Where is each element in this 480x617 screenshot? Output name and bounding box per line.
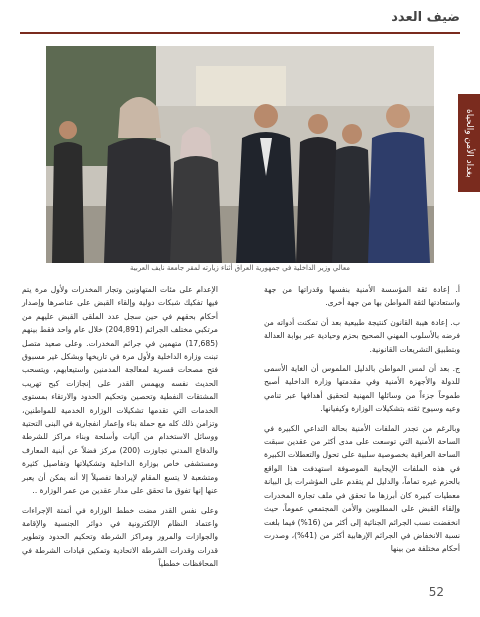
- paragraph: الإعدام على مئات المتهاونين وتجار المخدرات ولأول مرة يتم فيها تفكيك شبكات دولية وإلقاء القبض على عناصرها وإصدار أحكام بحقهم في حين سجل عدد الملقى القبض عليهم من مرتكبي مختلف الجرائم (204,891) خلال عام واحد فقط بينهم (17,685) متهمين في جرائم المخدرات. وعلى صعيد متصل تبنت وزارة الداخلية ولأول مرة في تاريخها وبشكل غير مسبوق فتح مصحات قسرية لمعالجة المدمنين واستيعابهم، ويتسحب الحديث نفسه ويهمس القدر على إنجازات كبح تهريب المشتقات النفطية وتحصين وتحكيم الحدود والارتقاء بمستوى الخدمات التي تقدمها تشكيلات الوزارة الخدمية للمواطنين، وتزامن ذلك كله مع حملة بناء وإعمار انفجارية في البنى التحتية ووسائل الاستخدام من آليات وأسلحة وبناء مراكز للشرطة والدفاع المدني تجاوزت (200) مركز فضلاً عن أبنية المعارف ومستشفى خاص بوزارة الداخلية وتشكيلاتها وتفاصيل كثيرة ومتشعبة لا يتسع المقام لإيرادها تفصيلاً إلا أنه يمكن أن يعبر عنها إنها تفوق ما تحقق على مدار عقدين من عمر الوزارة ..: [22, 285, 218, 496]
- text-column-left: [22, 283, 218, 577]
- side-section-tab: [458, 94, 480, 192]
- header-divider: [20, 32, 460, 34]
- side-tab-label: بغداد الأمن والحياة: [464, 108, 474, 178]
- paragraph: أ. إعادة ثقة المؤسسة الأمنية بنفسها وقدراتها من جهة واستعادتها لثقة المواطن بها من جهة أخرى.: [264, 285, 460, 308]
- paragraph: ج. بعد أن لمس المواطن بالدليل الملموس أن الغاية الأسمى للدولة والأجهزة الأمنية وفي مقدمتها وزارة الداخلية أصبح طموحاً جزءاً من وسائلها المهنية لتحقيق أهدافها عبر تنامي وعيه وسيوح ثقته بتشكيلات الوزارة وكيفيانها.: [264, 364, 460, 414]
- paragraph: وعلى نفس القدر مضت خطط الوزارة في أتمتة الإجراءات واعتماد النظام الإلكترونية في دوائر الجنسية والإقامة والجوازات والمرور ومراكز الشرطة وتحكيم الحدود وتطوير قدرات وقدرات الشرطة الاتحادية وتمكين قيادات الشرطة في المحافظات خططياً: [22, 505, 218, 569]
- text-column-right: [264, 283, 460, 562]
- section-title: ضيف العدد: [391, 10, 460, 25]
- paragraph: ب. إعادة هيبة القانون كنتيجة طبيعية بعد أن تمكنت أدواته من فرضه بالأسلوب المهني الصحيح بحزم وحيادية عبر بوابة العدالة وبتطبيق التشريعات القانونية.: [264, 317, 460, 354]
- article-photo: [46, 46, 434, 263]
- page-number: 52: [428, 585, 444, 599]
- paragraph: وبالرغم من تجدر الملفات الأمنية بحالة التداعي الكبيرة في الساحة الأمنية التي توسعت على مدى أكثر من عقدين سبقت الساحة العراقية بخصوصية سلبية على تحول والتعطلات الكبيرة في هذه الملفات الإيجابية الموصوفة استهدفت هذا الواقع بالحزم غيره تماماً، والدليل لم يتقدم على المؤشرات بل البيانة معطيات كبيرة كان أبرزها ما تحقق في ملف تجارة المخدرات وإلقاء القبض على المطلوبين والأمن المجتمعي عموماً، حيث انخفضت نسب الجرائم الجنائية إلى أكثر من (16%) فيما بلغت نسبة الانخفاض في الجرائم الإرهابية أكثر من (41%)، وصدرت أحكام مختلفة من بينها: [264, 423, 460, 554]
- photo-caption: معالي وزير الداخلية في جمهورية العراق أثناء زيارته لمقر جامعة نايف العربية: [130, 264, 350, 272]
